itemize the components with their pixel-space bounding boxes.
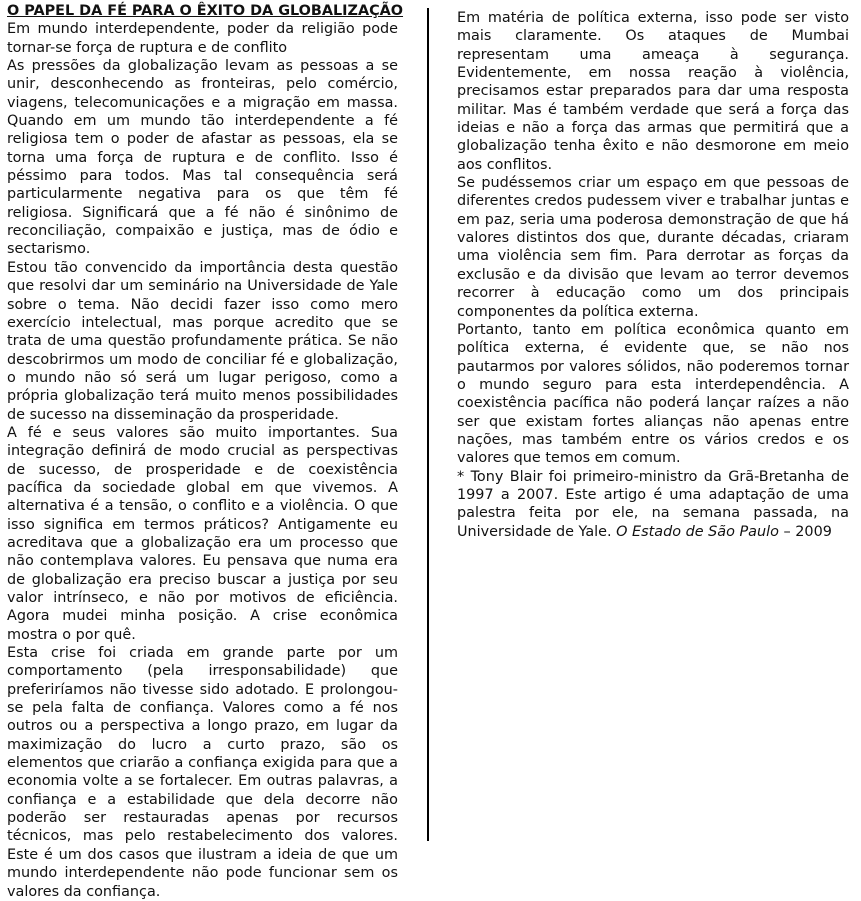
paragraph: Estou tão convencido da importância desta questão que resolvi dar um seminário na Universidade de Yale sobre o tema. Não decidi fazer isso como mero exercício intelectual, mas porque acredito que se trata de uma questão profundamente prática. Se não descobrirmos um modo de conciliar fé e globalização, o mundo não só será um lugar perigoso, como a própria globalização terá muito menos possibilidades de sucesso na disseminação da prosperidade. [7, 259, 398, 423]
footnote-text: * Tony Blair foi primeiro-ministro da Grã-Bretanha de 1997 a 2007. Este artigo é uma adaptação de uma palestra feita por ele, na semana passada, na Universidade de Yale. [457, 468, 849, 540]
source-name: O Estado de São Paulo [616, 523, 779, 540]
paragraph: As pressões da globalização levam as pessoas a se unir, desconhecendo as fronteiras, pelo comércio, viagens, telecomunicações e a migração em massa. Quando em um mundo tão interdependente a fé religiosa tem o poder de afastar as pessoas, ela se torna uma força de ruptura e de conflito. Isso é péssimo para todos. Mas tal consequência será particularmente negativa para os que têm fé religiosa. Significará que a fé não é sinônimo de reconciliação, compaixão e justiça, mas de ódio e sectarismo. [7, 58, 398, 258]
left-column [7, 2, 404, 901]
article-title: O PAPEL DA FÉ PARA O ÊXITO DA GLOBALIZAÇÃO [7, 3, 404, 19]
paragraph: Em matéria de política externa, isso pode ser visto mais claramente. Os ataques de Mumbai representam uma ameaça à segurança. Evidentemente, em nossa reação à violência, precisamos estar preparados para dar uma resposta militar. Mas é também verdade que será a força das ideias e não a força das armas que permitirá que a globalização tenha êxito e não desmorone em meio aos conflitos. [457, 10, 849, 173]
source-year: – 2009 [778, 523, 832, 540]
article-subtitle: Em mundo interdependente, poder da religião pode tornar-se força de ruptura e de conflito [7, 21, 398, 56]
right-column [457, 9, 849, 541]
paragraph: Portanto, tanto em política econômica quanto em política externa, é evidente que, se não nos pautarmos por valores sólidos, não poderemos tornar o mundo seguro para esta interdependência. A coexistência pacífica não poderá lançar raízes a não ser que existam fortes alianças não apenas entre nações, mas também entre os vários credos e os valores que temos em comum. [457, 321, 849, 467]
column-divider [427, 8, 429, 841]
paragraph: Se pudéssemos criar um espaço em que pessoas de diferentes credos pudessem viver e trabalhar juntas e em paz, seria uma poderosa demonstração de que há valores distintos dos que, durante décadas, criaram uma violência sem fim. Para derrotar as forças da exclusão e da divisão que levam ao terror devemos recorrer à educação como um dos principais componentes da política externa. [457, 175, 849, 320]
author-footnote [457, 468, 849, 541]
paragraph: Esta crise foi criada em grande parte por um comportamento (pela irresponsabilidade) que preferiríamos não tivesse sido adotado. E prolongou-se pela falta de confiança. Valores como a fé nos outros ou a perspectiva a longo prazo, em lugar da maximização do lucro a curto prazo, são os elementos que criarão a confiança exigida para que a economia volte a se fortalecer. Em outras palavras, a confiança e a estabilidade que dela decorre não poderão ser restauradas apenas por recursos técnicos, mas pelo restabelecimento dos valores. Este é um dos casos que ilustram a ideia de que um mundo interdependente não pode funcionar sem os valores da confiança. [7, 645, 398, 900]
paragraph: A fé e seus valores são muito importantes. Sua integração definirá de modo crucial as perspectivas de sucesso, de prosperidade e de coexistência pacífica da sociedade global em que vivemos. A alternativa é a tensão, o conflito e a violência. O que isso significa em termos práticos? Antigamente eu acreditava que a globalização era um processo que não contemplava valores. Eu pensava que numa era de globalização era preciso buscar a justiça por seu valor intrínseco, e não por motivos de eficiência. Agora mudei minha posição. A crise econômica mostra o por quê. [7, 424, 398, 643]
